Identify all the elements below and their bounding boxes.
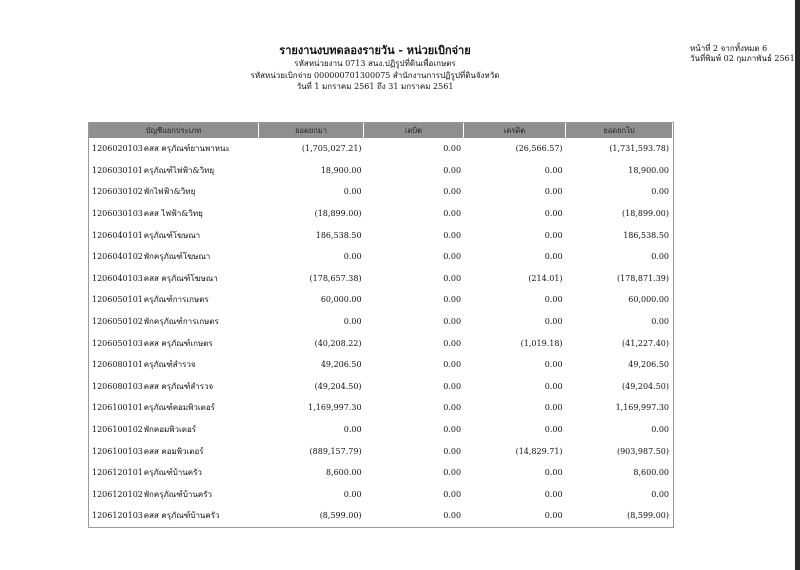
account-name: ครุภัณฑ์ไฟฟ้า&วิทยุ	[143, 165, 215, 175]
debit-value: 0.00	[443, 252, 462, 262]
account-code: 1206080101	[92, 360, 143, 370]
carried-forward-value: (1,731,593.78)	[609, 144, 669, 154]
brought-forward-value: 0.00	[343, 187, 362, 197]
print-date: วันที่พิมพ์ 02 กุมภาพันธ์ 2561	[690, 54, 795, 63]
carried-forward-value: (49,204.50)	[622, 381, 669, 391]
brought-forward-value: (49,204.50)	[314, 381, 362, 391]
account-code: 1206050103	[92, 338, 143, 348]
account-code: 1206100101	[92, 403, 143, 413]
account-name: คสส ครุภัณฑ์บ้านครัว	[143, 511, 220, 521]
debit-value: 0.00	[443, 230, 462, 240]
debit-value: 0.00	[443, 165, 462, 175]
debit-value: 0.00	[443, 144, 462, 154]
brought-forward-value: 49,206.50	[320, 360, 362, 370]
col-ledger: บัญชีแยกประเภท	[89, 123, 259, 138]
disbursing-unit-line: รหัสหน่วยเบิกจ่าย 000000701300075 สำนักงานการปฏิรูปที่ดินจังหวัด	[250, 70, 500, 80]
debit-value: 0.00	[443, 295, 462, 305]
page-number: หน้าที่ 2 จากทั้งหมด 6	[690, 44, 768, 53]
brought-forward-value: 8,600.00	[325, 468, 362, 478]
account-code: 1206100102	[92, 425, 143, 435]
table-row	[89, 160, 673, 182]
brought-forward-value: (8,599.00)	[319, 511, 362, 521]
credit-value: 0.00	[544, 230, 563, 240]
account-name: คสส ครุภัณฑ์เกษตร	[143, 338, 213, 348]
agency-line: รหัสหน่วยงาน 0713 สนง.ปฏิรูปที่ดินเพื่อเกษตร	[294, 59, 456, 68]
brought-forward-value: 186,538.50	[315, 230, 362, 240]
carried-forward-value: (18,899.00)	[622, 209, 669, 219]
account-code: 1206030101	[92, 165, 143, 175]
credit-value: 0.00	[544, 381, 563, 391]
table-body	[89, 138, 673, 527]
brought-forward-value: 18,900.00	[320, 165, 362, 175]
scan-edge	[795, 0, 800, 570]
brought-forward-value: 0.00	[343, 317, 362, 327]
table-row	[89, 484, 673, 506]
account-name: พักไฟฟ้า&วิทยุ	[143, 187, 196, 197]
carried-forward-value: (903,987.50)	[616, 446, 669, 456]
table-row	[89, 311, 673, 333]
account-name: ครุภัณฑ์บ้านครัว	[143, 468, 202, 478]
carried-forward-value: 1,169,997.30	[615, 403, 669, 413]
account-name: คสส ครุภัณฑ์สำรวจ	[143, 381, 214, 391]
account-code: 1206120103	[92, 511, 143, 521]
table-row	[89, 138, 673, 160]
carried-forward-value: (178,871.39)	[616, 273, 669, 283]
carried-forward-value: 0.00	[651, 252, 669, 262]
brought-forward-value: 0.00	[343, 489, 362, 499]
account-code: 1206120101	[92, 468, 143, 478]
brought-forward-value: 0.00	[343, 252, 362, 262]
account-name: คสส ไฟฟ้า&วิทยุ	[143, 209, 203, 219]
carried-forward-value: (8,599.00)	[627, 511, 669, 521]
account-code: 1206080103	[92, 381, 143, 391]
brought-forward-value: 0.00	[343, 425, 362, 435]
brought-forward-value: (18,899.00)	[314, 209, 362, 219]
table-row	[89, 397, 673, 419]
account-code: 1206030103	[92, 209, 143, 219]
col-brought-forward: ยอดยกมา	[259, 123, 364, 138]
account-name: คสส ครุภัณฑ์โฆษณา	[143, 273, 218, 283]
carried-forward-value: (41,227.40)	[622, 338, 669, 348]
account-code: 1206040103	[92, 273, 143, 283]
debit-value: 0.00	[443, 446, 462, 456]
account-name: คสส ครุภัณฑ์ยานพาหนะ	[143, 144, 230, 154]
account-name: ครุภัณฑ์สำรวจ	[143, 360, 196, 370]
brought-forward-value: 60,000.00	[320, 295, 362, 305]
carried-forward-value: 49,206.50	[628, 360, 669, 370]
report-header	[230, 44, 520, 93]
carried-forward-value: 0.00	[651, 317, 669, 327]
table-row	[89, 181, 673, 203]
col-debit: เดบิต	[364, 123, 464, 138]
account-code: 1206050101	[92, 295, 143, 305]
debit-value: 0.00	[443, 187, 462, 197]
table-row	[89, 419, 673, 441]
account-name: ครุภัณฑ์โฆษณา	[143, 230, 201, 240]
credit-value: (214.01)	[528, 273, 563, 283]
brought-forward-value: (1,705,027.21)	[301, 144, 362, 154]
account-name: ครุภัณฑ์คอมพิวเตอร์	[143, 403, 215, 413]
table-row	[89, 224, 673, 246]
carried-forward-value: 0.00	[651, 187, 669, 197]
account-name: พักครุภัณฑ์บ้านครัว	[143, 489, 212, 499]
debit-value: 0.00	[443, 425, 462, 435]
credit-value: 0.00	[544, 511, 563, 521]
account-name: พักคอมพิวเตอร์	[143, 425, 197, 435]
table-row	[89, 268, 673, 290]
credit-value: 0.00	[544, 317, 563, 327]
credit-value: 0.00	[544, 187, 563, 197]
account-name: พักครุภัณฑ์การเกษตร	[143, 317, 219, 327]
table-row	[89, 354, 673, 376]
debit-value: 0.00	[443, 403, 462, 413]
carried-forward-value: 8,600.00	[633, 468, 669, 478]
account-code: 1206020103	[92, 144, 143, 154]
table-row	[89, 440, 673, 462]
table-row	[89, 246, 673, 268]
table-row	[89, 462, 673, 484]
debit-value: 0.00	[443, 273, 462, 283]
debit-value: 0.00	[443, 468, 462, 478]
account-name: พักครุภัณฑ์โฆษณา	[143, 252, 211, 262]
account-code: 1206040101	[92, 230, 143, 240]
account-name: คสส คอมพิวเตอร์	[143, 446, 204, 456]
table-row	[89, 203, 673, 225]
account-code: 1206040102	[92, 252, 143, 262]
debit-value: 0.00	[443, 511, 462, 521]
credit-value: (1,019.18)	[520, 338, 563, 348]
period-line: วันที่ 1 มกราคม 2561 ถึง 31 มกราคม 2561	[296, 82, 454, 91]
table-row	[89, 376, 673, 398]
credit-value: 0.00	[544, 360, 563, 370]
credit-value: 0.00	[544, 295, 563, 305]
col-carried-forward: ยอดยกไป	[566, 123, 673, 138]
brought-forward-value: 1,169,997.30	[308, 403, 362, 413]
credit-value: (26,566.57)	[515, 144, 563, 154]
brought-forward-value: (40,208.22)	[314, 338, 362, 348]
carried-forward-value: 0.00	[651, 489, 669, 499]
account-code: 1206030102	[92, 187, 143, 197]
account-name: ครุภัณฑ์การเกษตร	[143, 295, 209, 305]
table-row	[89, 289, 673, 311]
credit-value: 0.00	[544, 209, 563, 219]
credit-value: 0.00	[544, 165, 563, 175]
page-meta	[690, 44, 795, 64]
carried-forward-value: 0.00	[651, 425, 669, 435]
col-credit: เครดิต	[464, 123, 566, 138]
credit-value: 0.00	[544, 403, 563, 413]
credit-value: 0.00	[544, 252, 563, 262]
credit-value: 0.00	[544, 489, 563, 499]
table-header	[89, 123, 673, 138]
debit-value: 0.00	[443, 360, 462, 370]
debit-value: 0.00	[443, 338, 462, 348]
credit-value: 0.00	[544, 425, 563, 435]
brought-forward-value: (889,157.79)	[309, 446, 362, 456]
credit-value: 0.00	[544, 468, 563, 478]
trial-balance-table	[88, 122, 674, 528]
brought-forward-value: (178,657.38)	[309, 273, 362, 283]
account-code: 1206100103	[92, 446, 143, 456]
debit-value: 0.00	[443, 489, 462, 499]
table-row	[89, 332, 673, 354]
debit-value: 0.00	[443, 317, 462, 327]
table-row	[89, 505, 673, 527]
account-code: 1206120102	[92, 489, 143, 499]
carried-forward-value: 186,538.50	[623, 230, 669, 240]
carried-forward-value: 60,000.00	[628, 295, 669, 305]
carried-forward-value: 18,900.00	[628, 165, 669, 175]
account-code: 1206050102	[92, 317, 143, 327]
report-title: รายงานงบทดลองรายวัน - หน่วยเบิกจ่าย	[279, 44, 471, 57]
debit-value: 0.00	[443, 209, 462, 219]
credit-value: (14,829.71)	[515, 446, 563, 456]
debit-value: 0.00	[443, 381, 462, 391]
